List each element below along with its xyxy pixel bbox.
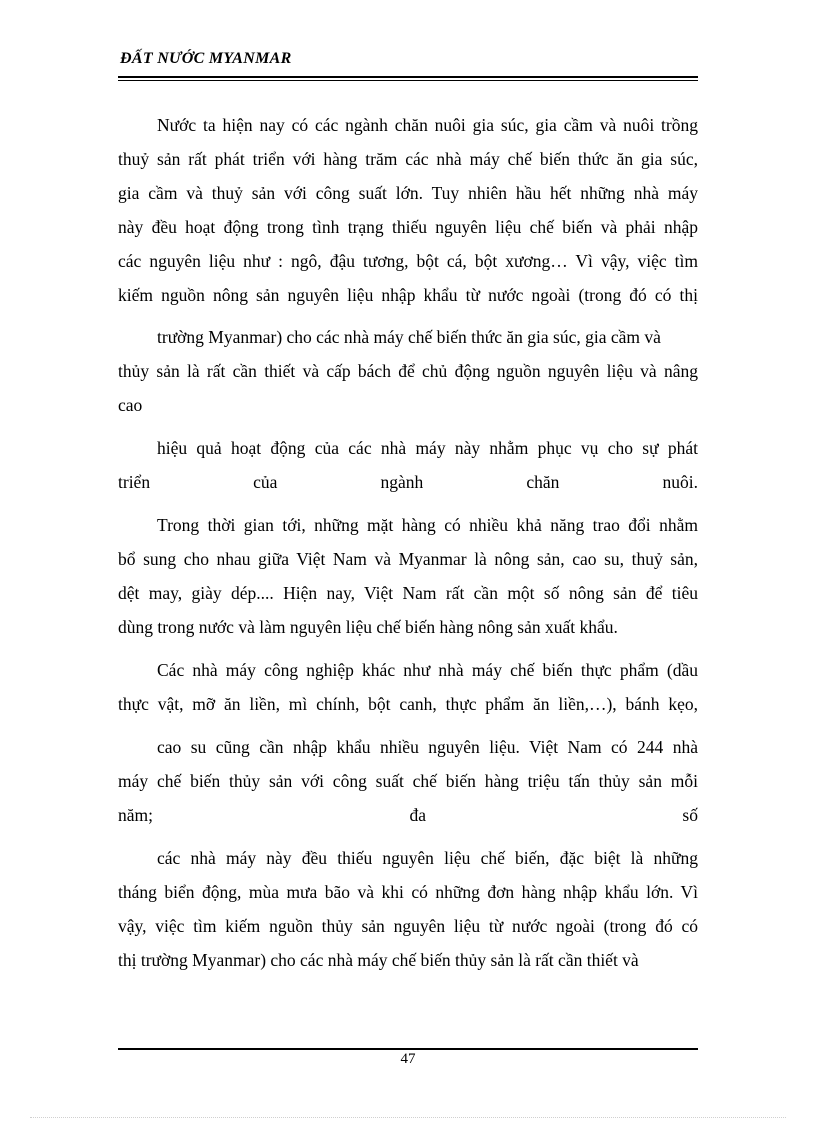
text-line: Các nhà máy công nghiệp khác như nhà máy chế biến thực phẩm (dầu [157,660,698,680]
text-line: này đều hoạt động trong tình trạng thiếu nguyên liệu chế biến và phải nhập [118,217,698,237]
text-line: các nguyên liệu như : ngô, đậu tương, bột cá, bột xương… Vì vậy, việc tìm [118,251,698,271]
text-line: cao su cũng cần nhập khẩu nhiều nguyên liệu. Việt Nam có 244 nhà [157,737,698,757]
text-line: thủy sản là rất cần thiết và cấp bách để chủ động nguồn nguyên liệu và nâng [118,361,698,381]
text-line: dùng trong nước và làm nguyên liệu chế biến hàng nông sản xuất khẩu. [118,617,618,637]
text-line: vậy, việc tìm kiếm nguồn thủy sản nguyên liệu từ nước ngoài (trong đó có [118,916,698,936]
document-title: ĐẤT NƯỚC MYANMAR [120,50,292,67]
text-line: các nhà máy này đều thiếu nguyên liệu chế biến, đặc biệt là những [157,848,698,868]
text-line: năm; đa số [118,805,698,825]
text-line: cao [118,395,143,415]
text-line: kiếm nguồn nông sản nguyên liệu nhập khẩu từ nước ngoài (trong đó có thị [118,285,698,305]
text-line: hiệu quả hoạt động của các nhà máy này nhằm phục vụ cho sự phát [157,438,698,458]
text-line: thị trường Myanmar) cho các nhà máy chế biến thủy sản là rất cần thiết và [118,950,639,970]
text-line: Trong thời gian tới, những mặt hàng có nhiều khả năng trao đổi nhằm [157,515,698,535]
text-line: triển của ngành chăn nuôi. [118,472,698,492]
page-number: 47 [400,1051,416,1067]
text-line: thuỷ sản rất phát triển với hàng trăm các nhà máy chế biến thức ăn gia súc, [118,149,698,169]
text-line: Nước ta hiện nay có các ngành chăn nuôi gia súc, gia cầm và nuôi trồng [157,115,698,135]
text-line: dệt may, giày dép.... Hiện nay, Việt Nam rất cần một số nông sản để tiêu [118,583,698,603]
text-line: bổ sung cho nhau giữa Việt Nam và Myanmar là nông sản, cao su, thuỷ sản, [118,549,698,569]
footer-divider [118,1048,698,1050]
page-edge-dots [30,1117,786,1118]
text-line: trường Myanmar) cho các nhà máy chế biến thức ăn gia súc, gia cầm và [157,327,661,347]
text-line: máy chế biến thủy sản với công suất chế biến hàng triệu tấn thủy sản mỗi [118,771,698,791]
text-line: tháng biển động, mùa mưa bão và khi có những đơn hàng nhập khẩu lớn. Vì [118,882,698,902]
text-line: gia cầm và thuỷ sản với công suất lớn. Tuy nhiên hầu hết những nhà máy [118,183,698,203]
text-line: thực vật, mỡ ăn liền, mì chính, bột canh, thực phẩm ăn liền,…), bánh kẹo, [118,694,698,714]
header-divider [118,76,698,81]
